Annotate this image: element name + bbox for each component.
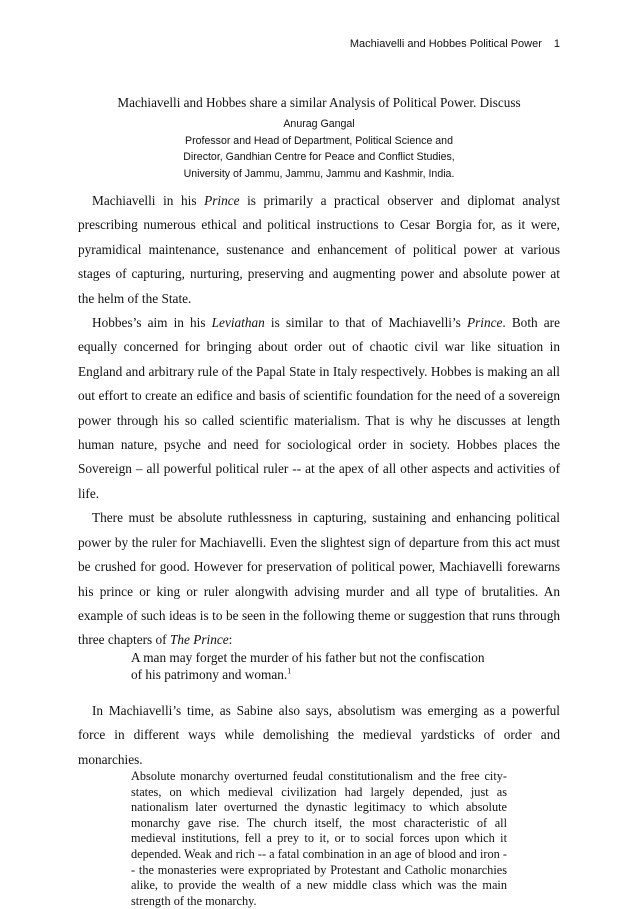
block-quote-1 bbox=[131, 649, 491, 699]
quote1-line-2 bbox=[131, 666, 491, 683]
quote1-line-1: A man may forget the murder of his father but not the confiscation bbox=[131, 649, 485, 665]
p2-text-b: is similar to that of Machiavelli’s bbox=[264, 315, 467, 331]
p3-text-a: There must be absolute ruthlessness in capturing, sustaining and enhancing political power by the ruler for Machiavelli. Even the slightest sign of departure from this act must be crushed for good. However for preservation of political power, Machiavelli forewarns his prince or king or ruler alongwith advising murder and all type of brutalities. An example of such ideas is to be seen in the following theme or suggestion that runs through three chapters of bbox=[78, 510, 560, 648]
paragraph-4: In Machiavelli’s time, as Sabine also says, absolutism was emerging as a powerful force in different ways while demolishing the medieval yardsticks of order and monarchies. bbox=[78, 702, 560, 767]
essay-title: Machiavelli and Hobbes share a similar Analysis of Political Power. Discuss bbox=[117, 95, 521, 110]
running-title: Machiavelli and Hobbes Political Power bbox=[349, 38, 542, 50]
author-affiliation-line-2: Director, Gandhian Centre for Peace and Conflict Studies, bbox=[183, 151, 455, 163]
block-quote-2: Absolute monarchy overturned feudal constitutionalism and the free city-states, on which medieval civilization had largely depended, just as nationalism later overturned the dynastic legitimacy to which absolute monarchy gave rise. The church itself, the most characteristic of all medieval institutions, fell a prey to it, or to social forces upon which it depended. Weak and rich -- a fatal combination in an age of blood and iron -- the monasteries were expropriated by Protestant and Catholic monarchies alike, to provide the wealth of a new middle class which was the main strength of the monarchy. bbox=[131, 768, 507, 908]
author-affiliation-line-1: Professor and Head of Department, Political Science and bbox=[185, 134, 453, 147]
p2-text-a: Hobbes’s aim in his bbox=[92, 315, 212, 331]
running-header bbox=[0, 38, 560, 50]
essay-body bbox=[78, 189, 560, 909]
p3-text-b: : bbox=[228, 632, 233, 648]
p2-italic-leviathan: Leviathan bbox=[211, 315, 265, 331]
paragraph-2 bbox=[78, 311, 560, 506]
p2-italic-prince: Prince bbox=[466, 315, 503, 331]
author-affiliation-line-3: University of Jammu, Jammu, Jammu and Kashmir, India. bbox=[183, 167, 455, 180]
p3-italic-the-prince: The Prince bbox=[169, 632, 229, 648]
p1-text-b: is primarily a practical observer and diplomat analyst prescribing numerous ethical and political instructions to Cesar Borgia for, as it were, pyramidical maintenance, sustenance and enhancement of political power at various stages of capturing, nurturing, preserving and augmenting power and absolute power at the helm of the State. bbox=[78, 193, 561, 306]
p1-text-a: Machiavelli in his bbox=[92, 193, 205, 208]
author-block bbox=[0, 116, 638, 182]
footnote-marker: 1 bbox=[287, 666, 292, 676]
quote1-line-2-text: of his patrimony and woman. bbox=[131, 666, 288, 682]
p1-italic-prince: Prince bbox=[204, 193, 240, 208]
author-name: Anurag Gangal bbox=[283, 118, 355, 130]
paragraph-1 bbox=[78, 189, 560, 311]
page-number: 1 bbox=[553, 38, 560, 50]
p2-text-c: . Both are equally concerned for bringing about order out of chaotic civil war like situation in England and arbitrary rule of the Papal State in Italy respectively. Hobbes is making an all out effort to create an edifice and basis of scientific foundation for the need of a sovereign power through his so called scientific materialism. That is why he discusses at length human nature, psyche and need for sociological order in society. Hobbes places the Sovereign – all powerful political ruler -- at the apex of all other aspects and activities of life. bbox=[78, 315, 560, 501]
paragraph-3 bbox=[78, 506, 560, 652]
